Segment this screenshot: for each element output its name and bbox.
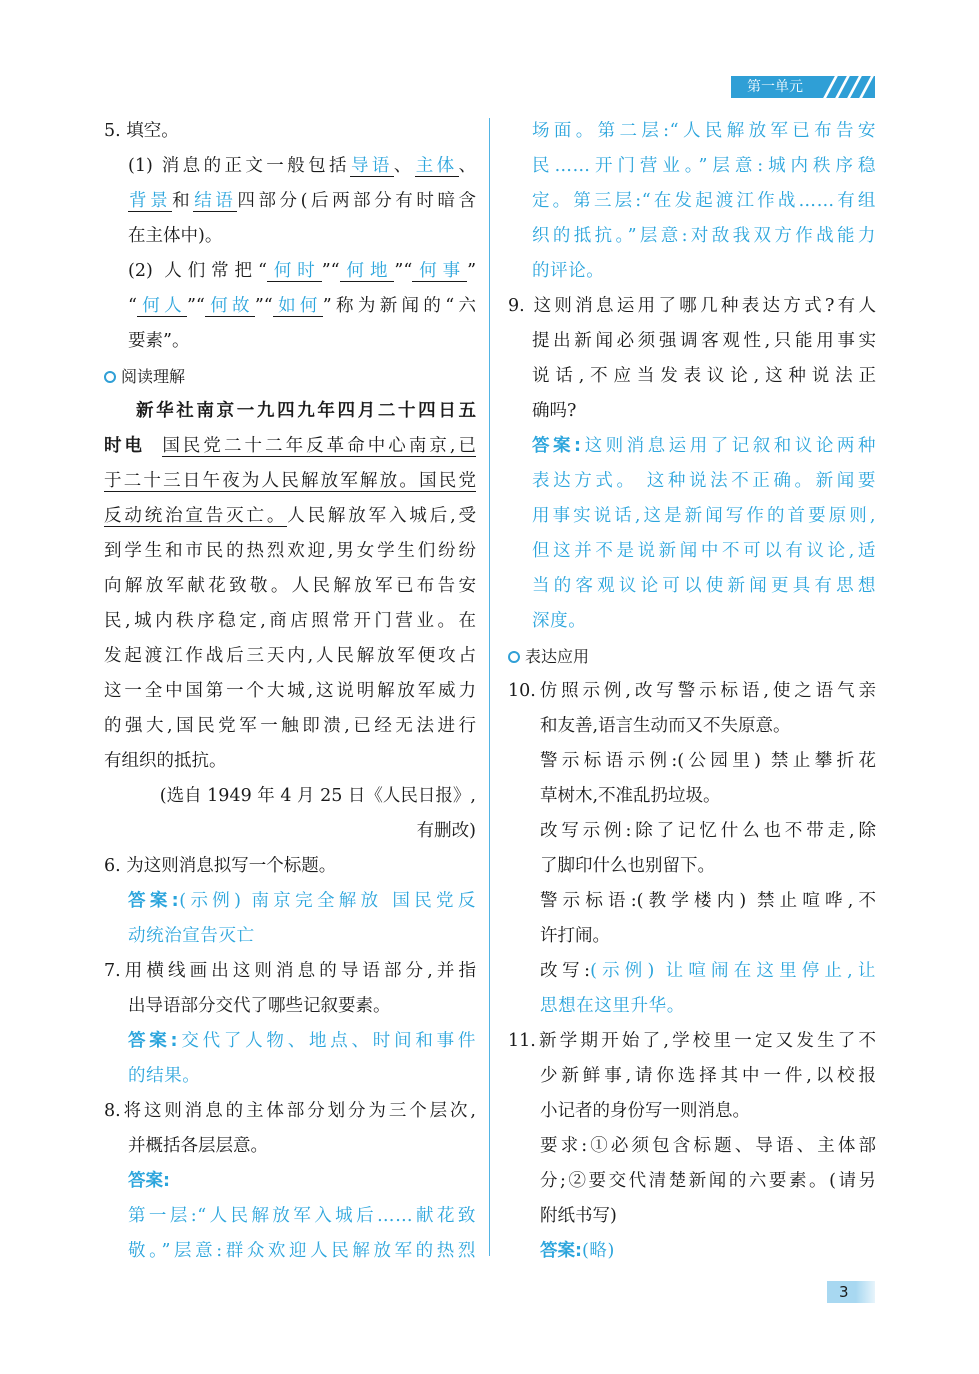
answer-prefix: 改写: <box>540 961 591 981</box>
fill-blank-answer: 何时 <box>267 261 321 281</box>
punct: ”“ <box>321 261 340 281</box>
answer-label: 答案: <box>128 1171 170 1191</box>
fill-text: 四部分(后两部分有时暗含 <box>237 191 477 211</box>
article-line <box>104 464 476 499</box>
punct: “ <box>128 296 137 316</box>
fill-blank-answer: 如何 <box>273 296 322 316</box>
article-source: 有删改) <box>416 821 476 841</box>
question-text: 用横线画出这则消息的导语部分,并指 <box>120 961 476 981</box>
answer-text: 定。第三层:“在发起渡江作战……有组 <box>532 191 876 211</box>
question-11 <box>508 1024 876 1059</box>
question-6 <box>104 849 476 884</box>
article-body: 人民解放军入城后,受 <box>287 506 476 526</box>
example-text: 许打闹。 <box>540 926 610 946</box>
question-text: 和友善,语言生动而又不失原意。 <box>540 716 791 736</box>
article-line: 这一全中国第一个大城,这说明解放军威力 <box>104 681 476 701</box>
q5-part2-line2 <box>104 289 476 324</box>
question-text: 填空。 <box>126 121 179 141</box>
unit-badge <box>731 76 875 98</box>
requirement-text: 要求:①必须包含标题、导语、主体部 <box>540 1136 876 1156</box>
answer-text: (略) <box>582 1241 615 1261</box>
punct: ” <box>467 261 477 281</box>
article-line: 发起渡江作战后三天内,人民解放军便攻占 <box>104 646 476 666</box>
question-10 <box>508 674 876 709</box>
fill-blank-answer: 何事 <box>413 261 467 281</box>
answer-text: 用事实说话,这是新闻写作的首要原则, <box>532 506 876 526</box>
article-lead: 于二十三日午夜为人民解放军解放。国民党 <box>104 471 476 491</box>
fill-text: (2) 人们常把“ <box>128 261 267 281</box>
fill-blank-answer: 导语 <box>350 156 393 176</box>
question-number: 6. <box>104 856 121 876</box>
stripes-decoration <box>819 76 875 98</box>
left-column <box>104 114 476 1269</box>
article-line: 向解放军献花致敬。人民解放军已布告安 <box>104 576 476 596</box>
question-text: 说话,不应当发表议论,这种说法正 <box>532 366 876 386</box>
answer-text: 的评论。 <box>532 261 605 281</box>
article-line: 到学生和市民的热烈欢迎,男女学生们纷纷 <box>104 541 476 561</box>
example-text: 草树木,不准乱扔垃圾。 <box>540 786 721 806</box>
unit-title: 第一单元 <box>731 76 819 98</box>
question-5 <box>104 114 476 149</box>
question-number: 8. <box>104 1101 121 1121</box>
circle-bullet-icon <box>508 651 520 663</box>
article-line <box>104 499 476 534</box>
article-line: 的强大,国民党军一触即溃,已经无法进行 <box>104 716 476 736</box>
q5-part1-line2 <box>104 184 476 219</box>
answer-text: 但这并不是说新闻中不可以有议论,适 <box>532 541 876 561</box>
question-9 <box>508 289 876 324</box>
answer-text: 民……开门营业。”层意:城内秩序稳 <box>532 156 876 176</box>
answer-text: 场面。第二层:“人民解放军已布告安 <box>532 121 876 141</box>
answer-9 <box>508 429 876 464</box>
article-line: 民,城内秩序稳定,商店照常开门营业。在 <box>104 611 476 631</box>
article-lead: 国民党二十二年反革命中心南京,已 <box>162 436 477 456</box>
answer-text: 动统治宣告灭亡 <box>128 926 255 946</box>
question-text: 少新鲜事,请你选择其中一件,以校报 <box>540 1066 876 1086</box>
right-column <box>508 114 876 1269</box>
example-text: 警示标语:(教学楼内) 禁止喧哗,不 <box>540 891 876 911</box>
punct: 、 <box>393 156 415 176</box>
answer-text: 这则消息运用了记叙和议论两种 <box>581 436 876 456</box>
q5-part2-line1 <box>104 254 476 289</box>
fill-blank-answer: 结语 <box>194 191 237 211</box>
answer-text: 当的客观议论可以使新闻更具有思想 <box>532 576 876 596</box>
q5-part2-line3 <box>104 324 476 359</box>
section-title: 表达应用 <box>525 647 590 666</box>
answer-text: 表达方式。 这种说法不正确。新闻要 <box>532 471 876 491</box>
answer-text: 敬。”层意:群众欢迎人民解放军的热烈 <box>128 1241 476 1261</box>
question-text: 新学期开始了,学校里一定又发生了不 <box>535 1031 876 1051</box>
column-divider <box>489 118 490 1256</box>
page-number: 3 <box>827 1281 875 1303</box>
fill-blank-answer: 何地 <box>340 261 394 281</box>
punct: ”“ <box>186 296 205 316</box>
section-reading <box>104 359 476 394</box>
question-number: 9. <box>508 296 525 316</box>
question-7 <box>104 954 476 989</box>
question-number: 5. <box>104 121 121 141</box>
question-number: 7. <box>104 961 121 981</box>
fill-blank-answer: 何故 <box>205 296 254 316</box>
example-text: 了脚印什么也别留下。 <box>540 856 715 876</box>
question-number: 11. <box>508 1031 536 1051</box>
fill-blank-answer: 何人 <box>137 296 186 316</box>
question-text: 小记者的身份写一则消息。 <box>540 1101 750 1121</box>
section-express <box>508 639 876 674</box>
example-text: 改写示例:除了记忆什么也不带走,除 <box>540 821 876 841</box>
fill-blank-answer: 背景 <box>129 191 172 211</box>
question-text: 并概括各层层意。 <box>128 1136 268 1156</box>
article-line <box>104 429 476 464</box>
answer-text: 第一层:“人民解放军入城后……献花致 <box>128 1206 476 1226</box>
answer-text: 思想在这里升华。 <box>540 996 685 1016</box>
article-source: (选自 1949 年 4 月 25 日《人民日报》, <box>159 786 476 806</box>
punct: 和 <box>172 191 194 211</box>
q5-part1-line1 <box>104 149 476 184</box>
answer-label: 答案: <box>128 1031 179 1051</box>
question-text: 提出新闻必须强调客观性,只能用事实 <box>532 331 876 351</box>
requirement-text: 分;②要交代清楚新闻的六要素。(请另 <box>540 1171 876 1191</box>
article-dateline: 新华社南京一九四九年四月二十四日五 <box>136 401 476 421</box>
article-dateline-end: 时电 <box>104 436 146 456</box>
answer-8 <box>104 1164 476 1199</box>
fill-text: 在主体中)。 <box>128 226 223 246</box>
answer-text: 的结果。 <box>128 1066 201 1086</box>
question-8 <box>104 1094 476 1129</box>
question-text: 出导语部分交代了哪些记叙要素。 <box>128 996 391 1016</box>
answer-label: 答案: <box>128 891 180 911</box>
question-text: 这则消息运用了哪几种表达方式?有人 <box>533 296 876 316</box>
fill-text: 要素”。 <box>128 331 190 351</box>
fill-text: (1) 消息的正文一般包括 <box>128 156 350 176</box>
q5-part1-line3 <box>104 219 476 254</box>
answer-label: 答案: <box>540 1241 582 1261</box>
circle-bullet-icon <box>104 371 116 383</box>
answer-10 <box>508 954 876 989</box>
answer-11 <box>508 1234 876 1269</box>
answer-text: 深度。 <box>532 611 587 631</box>
question-text: 确吗? <box>532 401 577 421</box>
article-line: 有组织的抵抗。 <box>104 751 227 771</box>
answer-text: (示例) 让喧闹在这里停止,让 <box>590 961 876 981</box>
answer-text: 织的抵抗。”层意:对敌我双方作战能力 <box>532 226 876 246</box>
question-number: 10. <box>508 681 536 701</box>
question-text: 仿照示例,改写警示标语,使之语气亲 <box>535 681 876 701</box>
article-lead: 反动统治宣告灭亡。 <box>104 506 288 526</box>
example-text: 警示标语示例:(公园里) 禁止攀折花 <box>540 751 876 771</box>
question-text: 为这则消息拟写一个标题。 <box>126 856 337 876</box>
answer-6 <box>104 884 476 919</box>
fill-blank-answer: 主体 <box>415 156 458 176</box>
question-text: 将这则消息的主体部分划分为三个层次, <box>120 1101 476 1121</box>
requirement-text: 附纸书写) <box>540 1206 617 1226</box>
answer-7 <box>104 1024 476 1059</box>
punct: ”“ <box>394 261 413 281</box>
answer-label: 答案: <box>532 436 582 456</box>
answer-text: (示例) 南京完全解放 国民党反 <box>179 891 476 911</box>
punct: ”“ <box>254 296 273 316</box>
answer-text: 交代了人物、地点、时间和事件 <box>178 1031 476 1051</box>
punct: ”称为新闻的“六 <box>322 296 476 316</box>
section-title: 阅读理解 <box>121 367 186 386</box>
punct: 、 <box>458 156 477 176</box>
